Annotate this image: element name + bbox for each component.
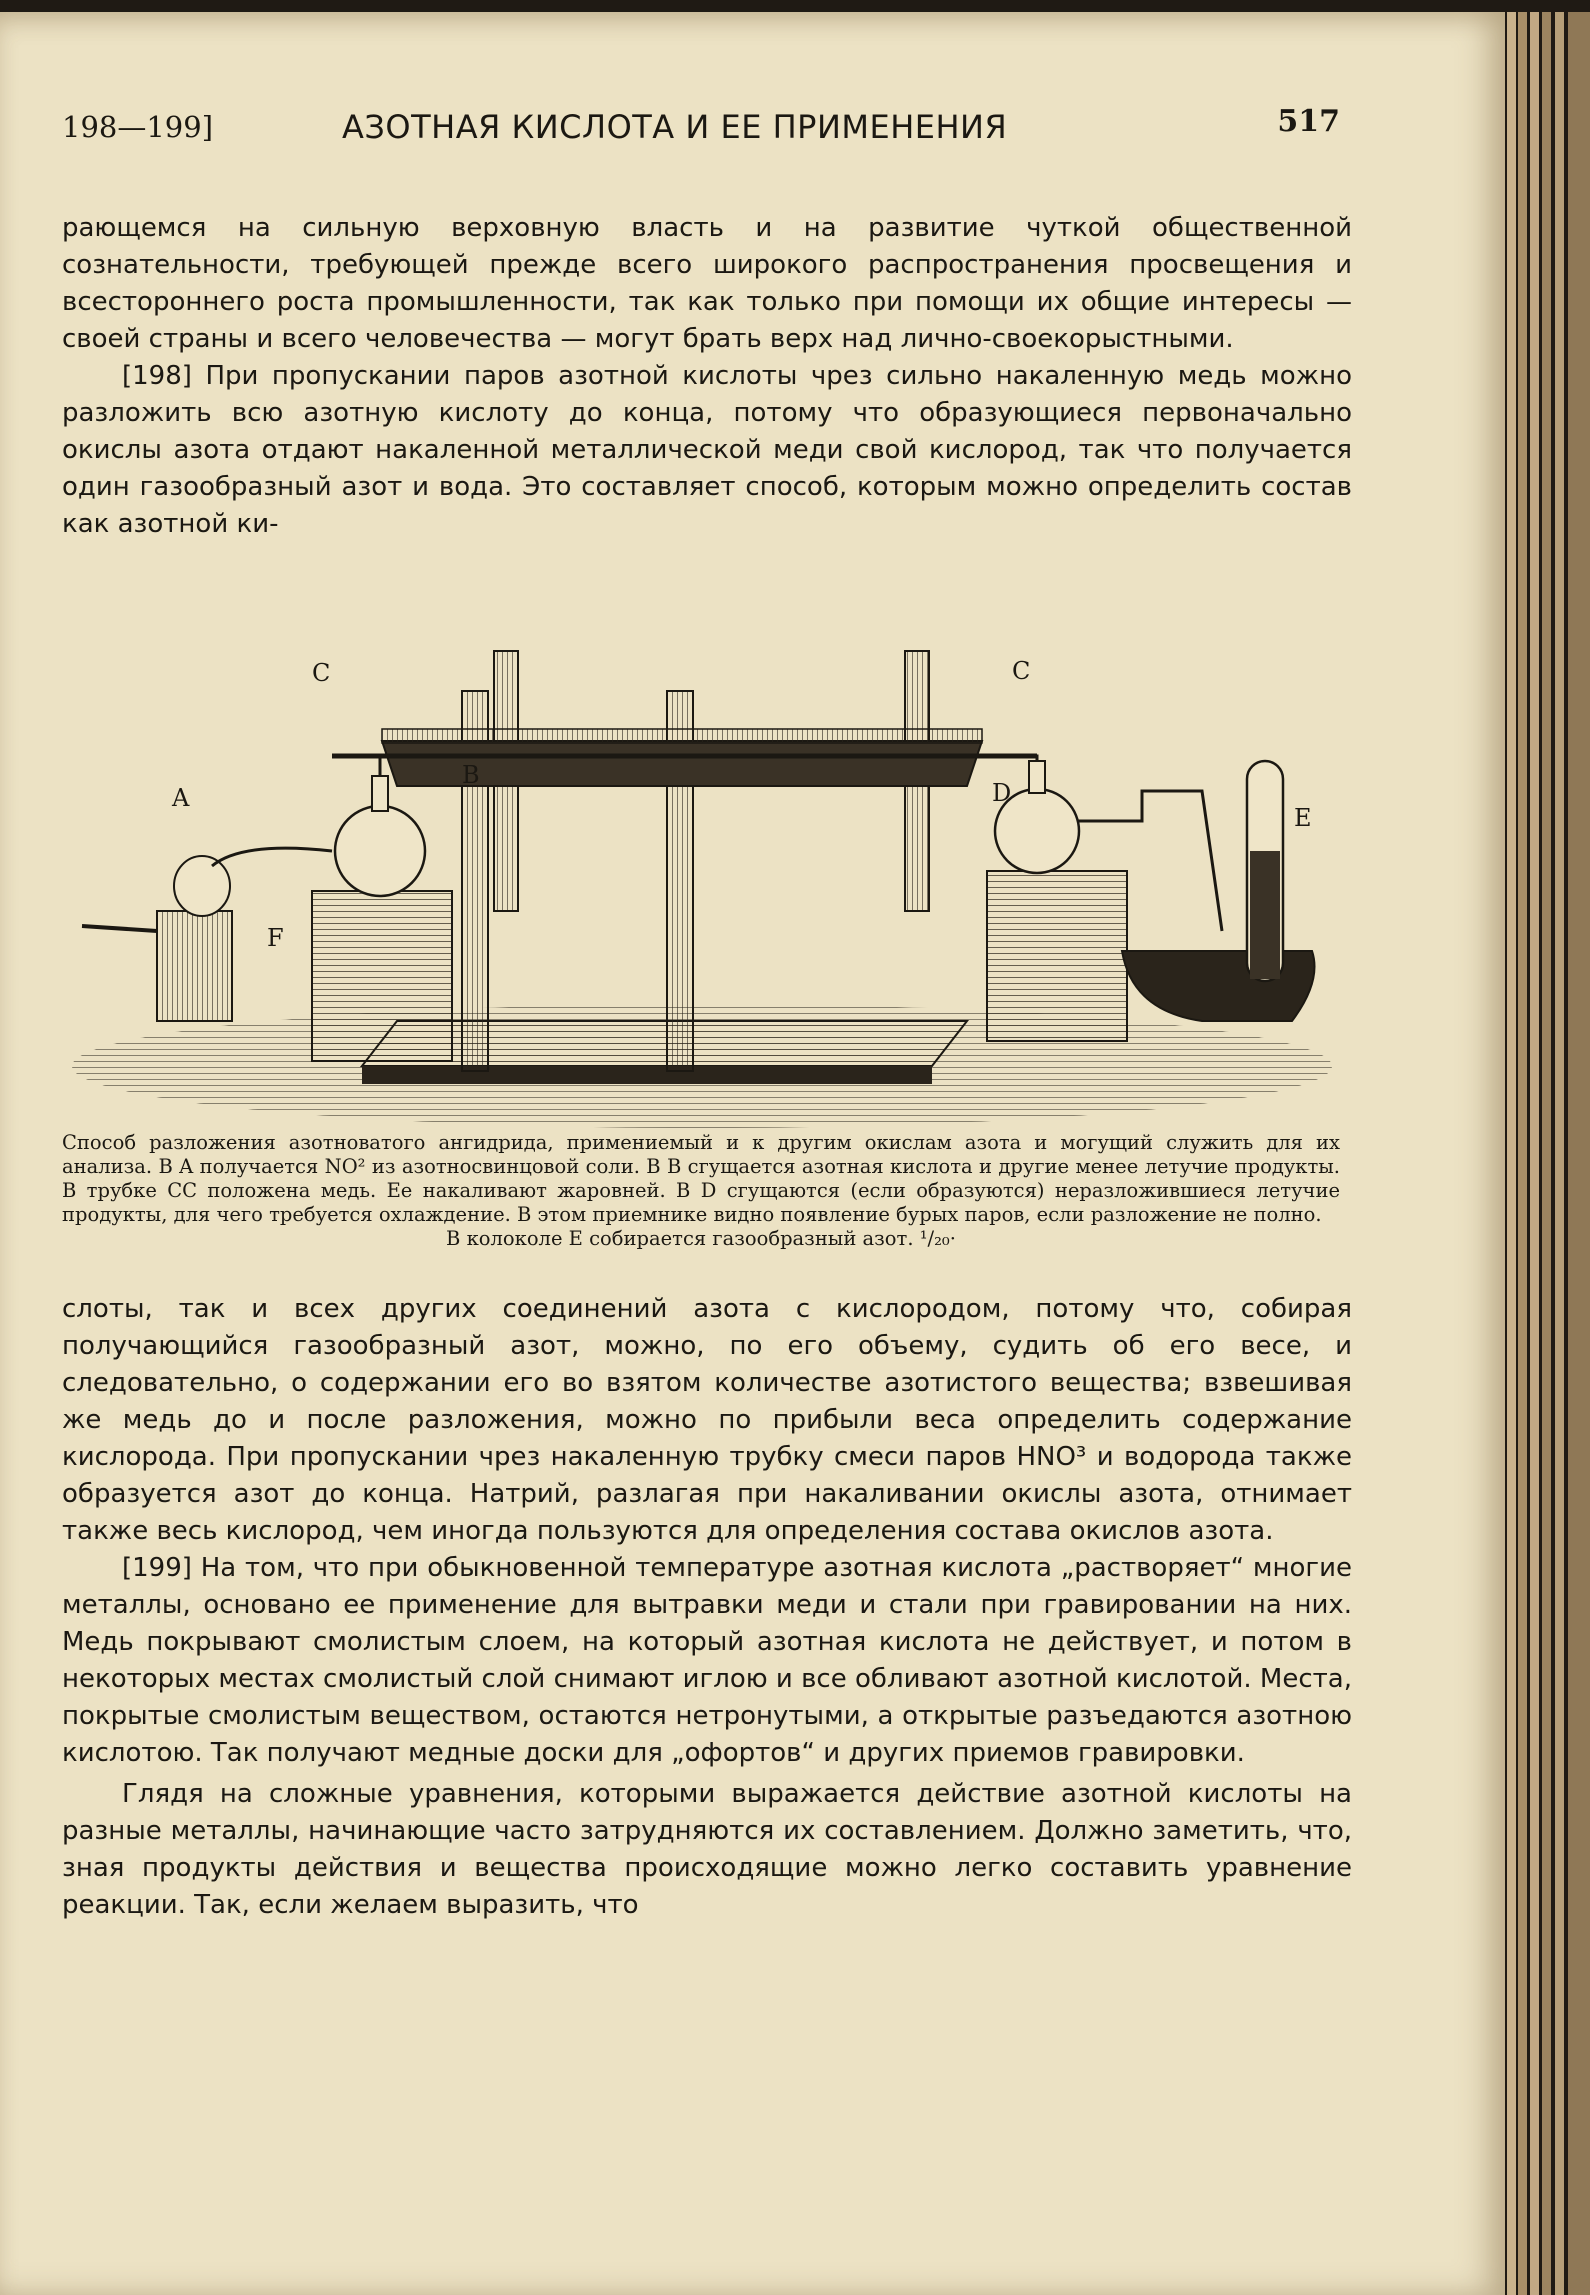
paragraph-equations: Глядя на сложные уравнения, которыми выражается действие азотной кислоты на разные металлы, начинающие часто затрудняются их составлением. Должно заметить, что, зная продукты действия и вещества происходящие можно легко составить уравнение реакции. Так, если желаем выразить, что bbox=[62, 1779, 1352, 1920]
figure-caption: Способ разложения азотноватого ангидрида, примениемый и к другим окислам азота и могущий служить для их анализа. В A получается NO² из азотносвинцовой соли. В B сгущается азотная кислота и другие менее летучие продукты. В трубке CC положена медь. Ее накаливают жаровней. В D сгущаются (если образуются) неразложившиеся летучие продукты, для чего требуется охлаждение. В этом приемнике видно появление бурых паров, если разложение не полно. bbox=[62, 1131, 1340, 1226]
pneumatic-trough bbox=[1122, 951, 1315, 1021]
flask-d-neck bbox=[1029, 761, 1045, 793]
paragraph-continuation-2: слоты, так и всех других соединений азота с кислородом, потому что, собирая получающийся газообразный азот, можно, по его объему, судить об его весе, и следовательно, о содержании его во взятом количестве азотистого вещества; взвешивая же медь до и после разложения, можно по прибыли веса определить содержание кислорода. При пропускании чрез накаленную трубку смеси паров HNO³ и водорода также образуется азот до конца. Натрий, разлагая при накаливании окислы азота, отнимает также весь кислород, чем иногда пользуются для определения состава окислов азота. bbox=[62, 1294, 1352, 1546]
book-spine bbox=[1568, 12, 1590, 2295]
apparatus-figure bbox=[62, 551, 1352, 1131]
page-content bbox=[62, 104, 1352, 1924]
retort-a bbox=[174, 856, 230, 916]
label-e: E bbox=[1294, 804, 1312, 832]
flask-b bbox=[335, 806, 425, 896]
page-number: 517 bbox=[1277, 104, 1340, 139]
running-header bbox=[62, 104, 1352, 172]
label-d: D bbox=[992, 779, 1012, 807]
retort-a-neck bbox=[212, 848, 332, 866]
page-edge bbox=[1518, 12, 1527, 2295]
apparatus-illustration bbox=[62, 551, 1352, 1131]
brick-stack bbox=[987, 871, 1127, 1041]
page-edge bbox=[1555, 12, 1564, 2295]
paragraph-continuation: рающемся на сильную верховную власть и на развитие чуткой общественной сознательности, требующей прежде всего широкого распространения просвещения и всестороннего роста промышленности, так как только при помощи их общие интересы — своей страны и всего человечества — могут брать верх над лично-своекорыстными. bbox=[62, 213, 1352, 354]
bell-jar-liquid bbox=[1250, 851, 1280, 979]
page-edge bbox=[1542, 12, 1551, 2295]
label-c-right: C bbox=[1012, 657, 1031, 685]
coals bbox=[382, 729, 982, 743]
stand-base-edge bbox=[362, 1066, 932, 1084]
paragraph-199: [199] На том, что при обыкновенной температуре азотная кислота „растворяет“ многие металлы, основано ее применение для вытравки меди и стали при гравировании на них. Медь покрывают смолистым слоем, на который азотная кислота не действует, и потом в некоторых местах смолистый слой снимают иглою и все обливают азотной кислотой. Места, покрытые смолистым веществом, остаются нетронутыми, а открытые разъедаются азотною кислотою. Так получают медные доски для „офортов“ и других приемов гравировки. bbox=[62, 1553, 1352, 1768]
section-range: 198—199] bbox=[62, 110, 214, 144]
brick-stack bbox=[312, 891, 452, 1061]
label-f: F bbox=[267, 924, 284, 952]
page-edge bbox=[1530, 12, 1539, 2295]
label-c-left: C bbox=[312, 659, 331, 687]
paragraph-198: [198] При пропускании паров азотной кислоты чрез сильно накаленную медь можно разложить всю азотную кислоту до конца, потому что образующиеся первоначально окислы азота отдают накаленной металлической меди свой кислород, так что получается один газообразный азот и вода. Это составляет способ, которым можно определить состав как азотной ки- bbox=[62, 361, 1352, 539]
label-b: B bbox=[462, 761, 480, 789]
label-a: A bbox=[172, 784, 190, 812]
page-edge bbox=[1507, 12, 1516, 2295]
tube-b-c bbox=[334, 756, 380, 776]
flask-b-neck bbox=[372, 776, 388, 811]
running-title: АЗОТНАЯ КИСЛОТА И ЕЕ ПРИМЕНЕНИЯ bbox=[342, 108, 1008, 146]
brazier-handle bbox=[82, 926, 157, 931]
figure-caption-last: В колоколе E собирается газообразный азот. ¹/₂₀· bbox=[446, 1227, 956, 1250]
brazier-f bbox=[157, 911, 232, 1021]
